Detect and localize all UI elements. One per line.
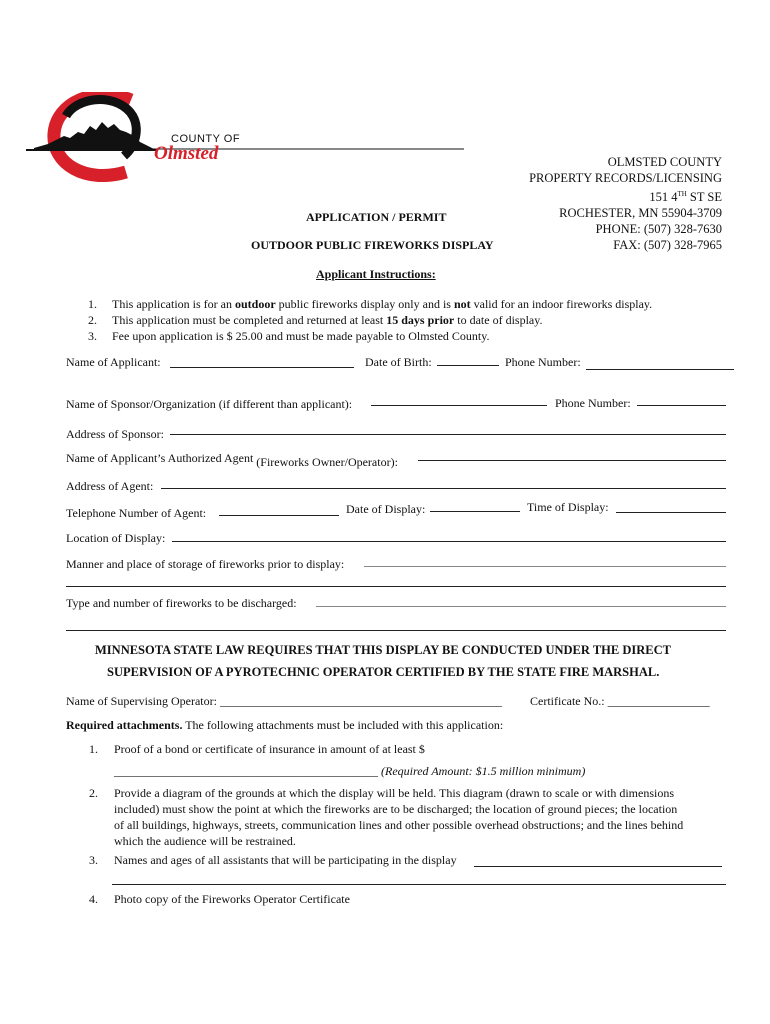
- type-number-label: Type and number of fireworks to be discharged:: [66, 596, 297, 610]
- sponsor-address-label: Address of Sponsor:: [66, 427, 164, 441]
- law-notice-line2: SUPERVISION OF A PYROTECHNIC OPERATOR CERTIFIED BY THE STATE FIRE MARSHAL.: [107, 665, 660, 679]
- title-display: OUTDOOR PUBLIC FIREWORKS DISPLAY: [251, 238, 494, 252]
- contact-city: ROCHESTER, MN 55904-3709: [559, 206, 722, 221]
- sponsor-phone-label: Phone Number:: [555, 396, 631, 410]
- attachment-3-num: 3.: [89, 853, 98, 867]
- sponsor-label: Name of Sponsor/Organization (if different than applicant):: [66, 397, 353, 411]
- sponsor-address-field[interactable]: [170, 434, 726, 435]
- contact-fax: FAX: (507) 328-7965: [613, 238, 722, 253]
- type-number-field[interactable]: [316, 606, 726, 607]
- agent-address-field[interactable]: [161, 488, 726, 489]
- contact-dept: PROPERTY RECORDS/LICENSING: [529, 171, 722, 185]
- attachment-3-text: Names and ages of all assistants that will be participating in the display: [114, 853, 457, 867]
- agent-name-field[interactable]: [418, 460, 726, 461]
- display-date-label: Date of Display:: [346, 502, 426, 516]
- location-label: Location of Display:: [66, 531, 166, 545]
- instruction-1: 1. This application is for an outdoor public fireworks display only and is not valid for an indoor fireworks display.: [88, 297, 653, 311]
- contact-org: OLMSTED COUNTY: [607, 155, 722, 169]
- agent-phone-label: Telephone Number of Agent:: [66, 506, 207, 520]
- phone-label: Phone Number:: [505, 355, 581, 369]
- storage-field[interactable]: [364, 566, 726, 567]
- attachments-heading: Required attachments. The following attachments must be included with this application:: [66, 718, 504, 732]
- attachment-1-num: 1.: [89, 742, 98, 756]
- contact-block: [529, 154, 722, 253]
- attachment-1-text: Proof of a bond or certificate of insurance in amount of at least $: [114, 742, 425, 756]
- sponsor-field[interactable]: [371, 405, 547, 406]
- display-time-label: Time of Display:: [527, 500, 609, 514]
- dob-field[interactable]: [437, 365, 499, 366]
- type-number-field-line2[interactable]: [66, 630, 726, 631]
- logo-olmsted: Olmsted: [154, 143, 219, 164]
- agent-address-label: Address of Agent:: [66, 479, 154, 493]
- instruction-3: 3. Fee upon application is $ 25.00 and must be made payable to Olmsted County.: [88, 329, 490, 343]
- applicant-name-label: Name of Applicant:: [66, 355, 161, 369]
- sponsor-phone-field[interactable]: [637, 405, 726, 406]
- display-time-field[interactable]: [616, 512, 726, 513]
- assistants-field-line2[interactable]: [112, 884, 726, 885]
- certificate-label: Certificate No.: _________________: [530, 694, 710, 708]
- attachment-4-text: Photo copy of the Fireworks Operator Certificate: [114, 892, 350, 906]
- attachment-2-num: 2.: [89, 786, 98, 800]
- operator-name-label: Name of Supervising Operator: _______________________________________________: [66, 694, 502, 708]
- applicant-name-field[interactable]: [170, 367, 354, 368]
- title-permit: APPLICATION / PERMIT: [306, 210, 447, 224]
- phone-field[interactable]: [586, 369, 734, 370]
- title-instructions: Applicant Instructions:: [316, 267, 436, 281]
- storage-field-line2[interactable]: [66, 586, 726, 587]
- agent-phone-field[interactable]: [219, 515, 339, 516]
- county-logo-graphic: [26, 92, 466, 182]
- attachment-1-line2: ____________________________________________ (Required Amount: $1.5 million minimum): [114, 764, 586, 778]
- attachment-2-text: Provide a diagram of the grounds at which the display will be held. This diagram (drawn to scale or with dimensions included) must show the point at which the fireworks are to be discharged; the location of ground pieces; the location of all buildings, highways, streets, communication lines and other possible overhead obstructions; and the lines behind which the audience will be restrained.: [114, 786, 684, 848]
- law-notice-line1: MINNESOTA STATE LAW REQUIRES THAT THIS DISPLAY BE CONDUCTED UNDER THE DIRECT: [95, 643, 671, 657]
- assistants-field[interactable]: [474, 866, 722, 867]
- contact-street: 151 4TH ST SE: [649, 190, 722, 205]
- storage-label: Manner and place of storage of fireworks prior to display:: [66, 557, 345, 571]
- dob-label: Date of Birth:: [365, 355, 432, 369]
- attachment-4-num: 4.: [89, 892, 98, 906]
- location-field[interactable]: [172, 541, 726, 542]
- instruction-2: 2. This application must be completed and returned at least 15 days prior to date of display.: [88, 313, 543, 327]
- contact-phone: PHONE: (507) 328-7630: [595, 222, 722, 237]
- agent-name-label: Name of Applicant’s Authorized Agent (Fireworks Owner/Operator):: [66, 451, 398, 469]
- county-logo: [26, 92, 466, 182]
- display-date-field[interactable]: [430, 511, 520, 512]
- logo-county-of: COUNTY OF: [171, 133, 241, 145]
